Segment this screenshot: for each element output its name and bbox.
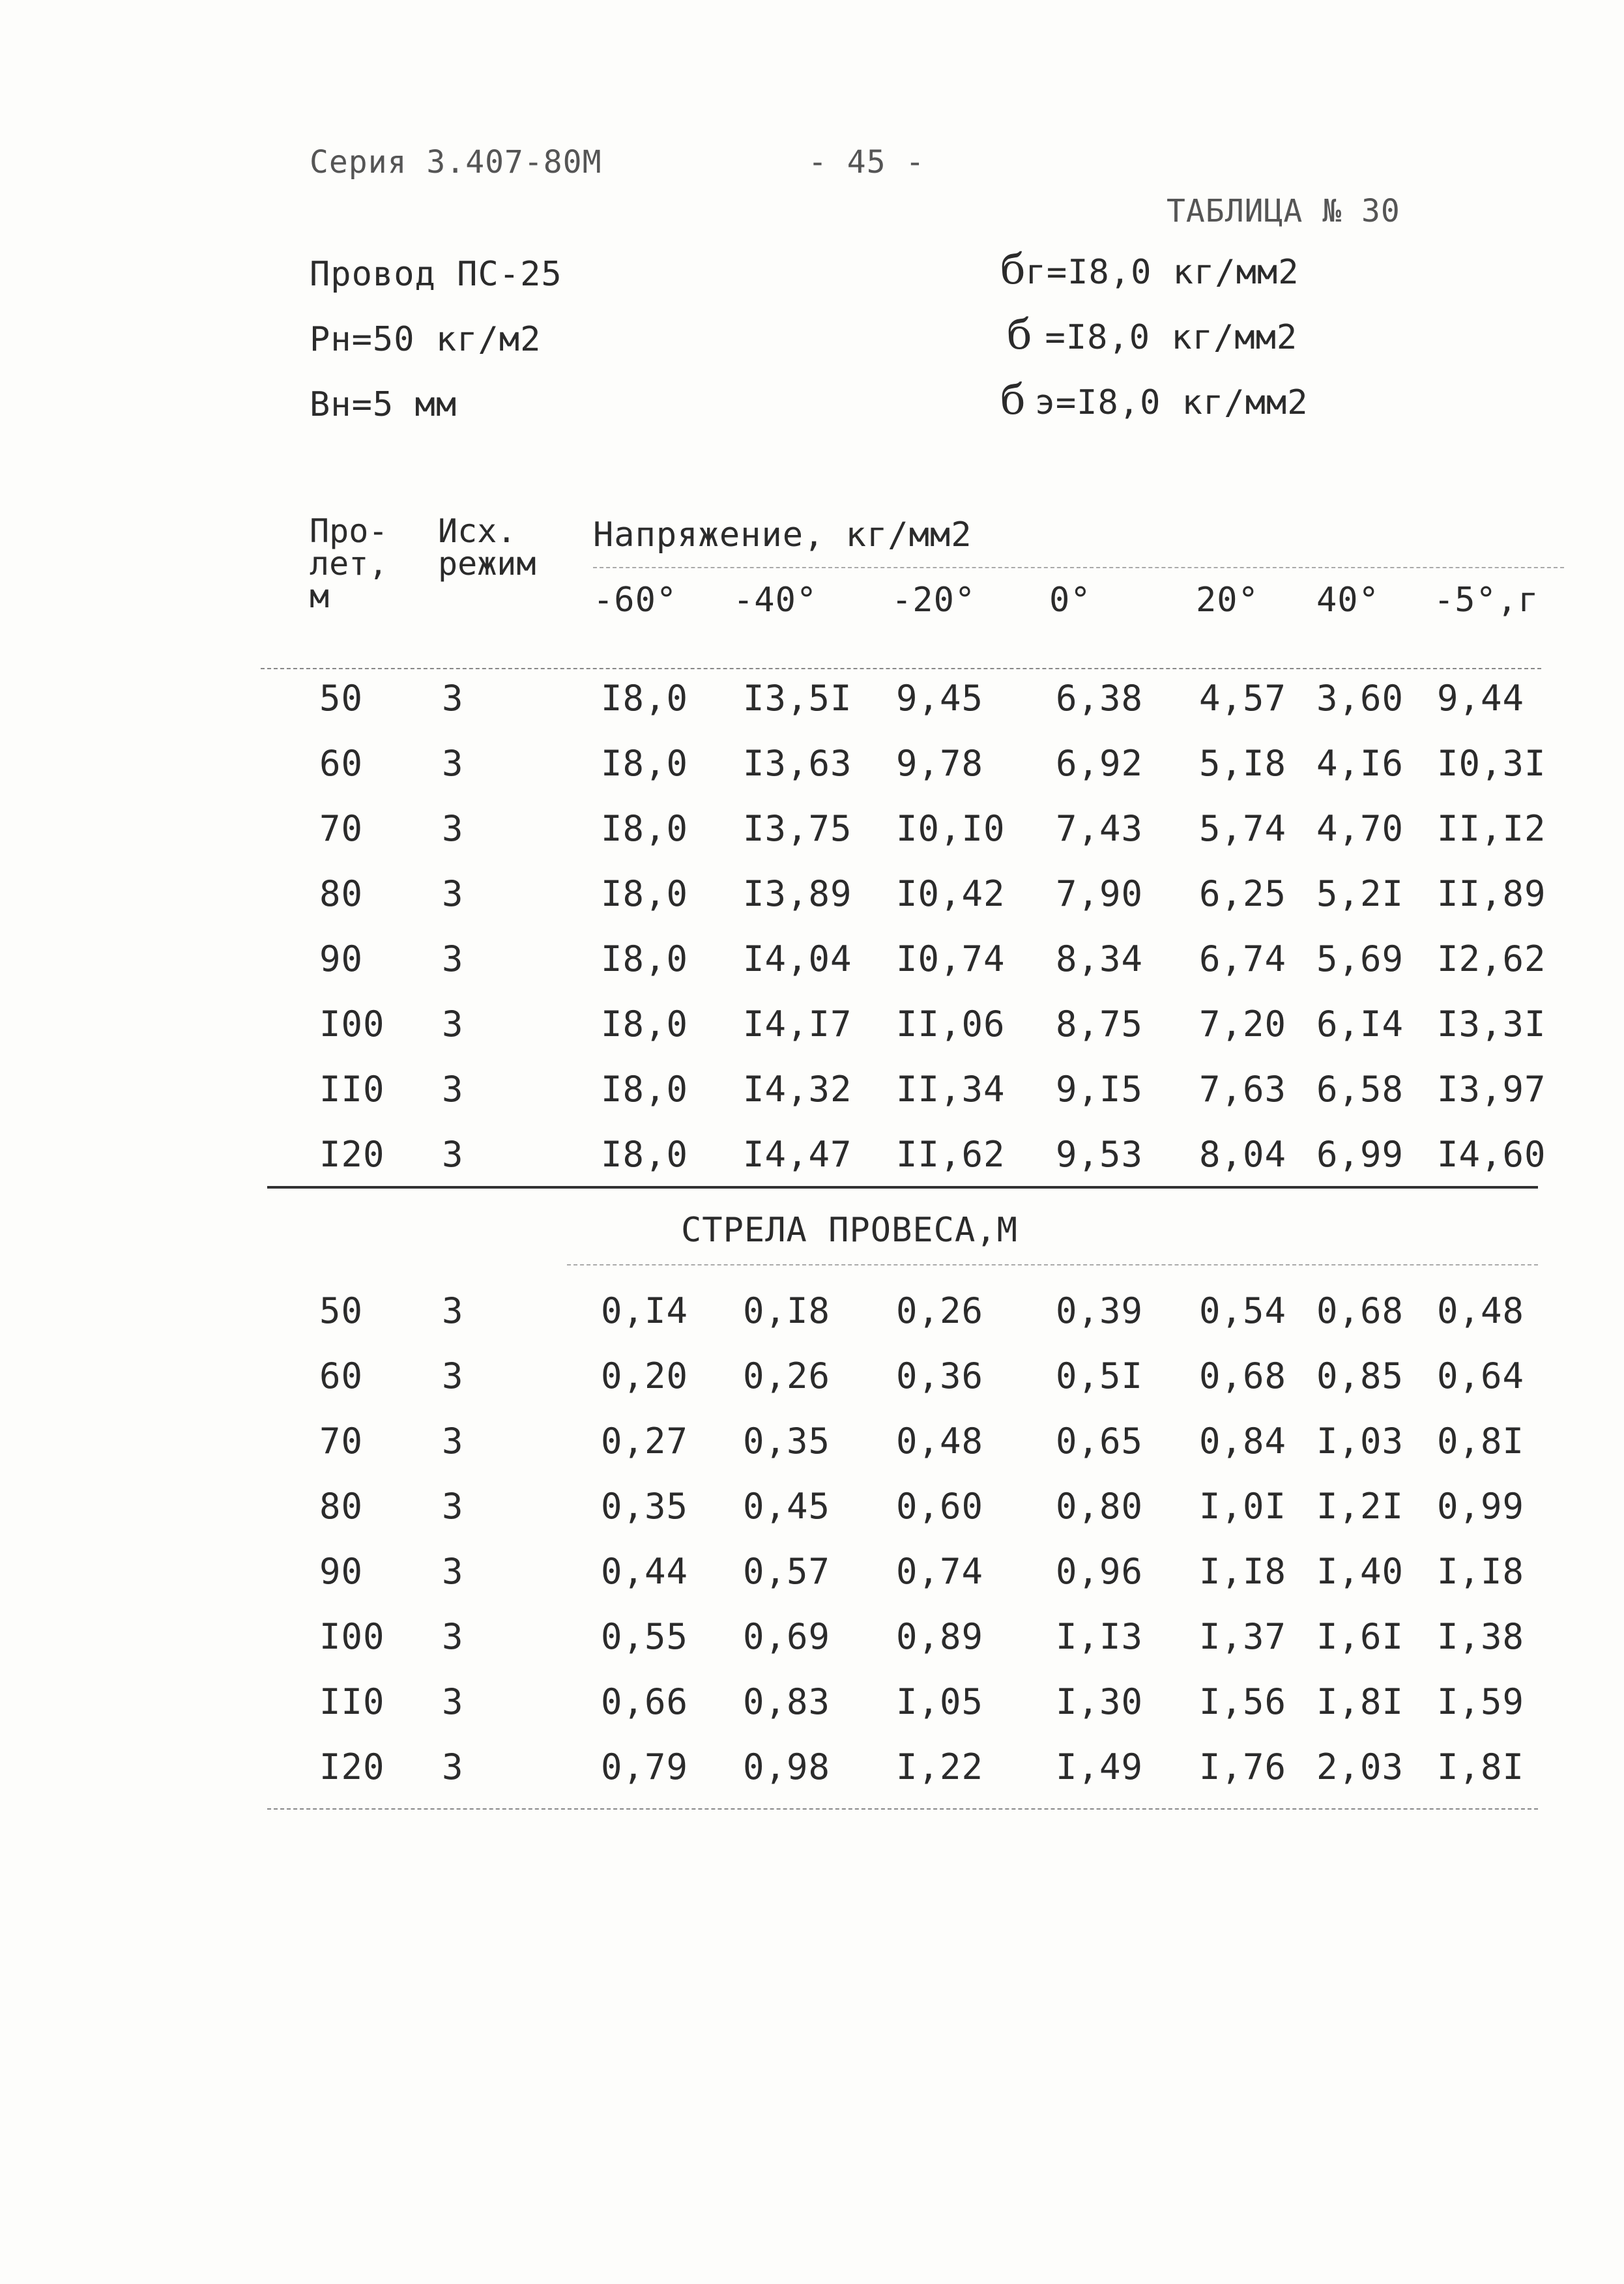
value-cell: 0,35	[743, 1421, 831, 1462]
value-cell: I,56	[1199, 1681, 1287, 1722]
temperature-header: 20°	[1196, 581, 1259, 620]
value-cell: I4,I7	[743, 1004, 852, 1045]
wire-type: Провод ПС-25	[310, 255, 562, 294]
value-cell: I3,3I	[1437, 1004, 1546, 1045]
value-cell: 0,20	[601, 1355, 689, 1396]
value-cell: I3,63	[743, 743, 852, 784]
value-cell: 9,53	[1056, 1134, 1144, 1175]
mode-cell: 3	[442, 1486, 464, 1527]
value-cell: I8,0	[601, 1069, 689, 1110]
value-cell: 0,39	[1056, 1290, 1144, 1331]
value-cell: 0,68	[1199, 1355, 1287, 1396]
mode-cell: 3	[442, 1551, 464, 1592]
value-cell: I0,74	[896, 938, 1006, 979]
value-cell: I8,0	[601, 938, 689, 979]
value-cell: I8,0	[601, 808, 689, 849]
value-cell: 6,58	[1316, 1069, 1404, 1110]
sigma-symbol: б	[1000, 376, 1026, 424]
value-cell: 9,45	[896, 678, 984, 719]
series-label: Серия 3.407-80М	[310, 144, 602, 181]
value-cell: I,8I	[1316, 1681, 1404, 1722]
value-cell: 6,74	[1199, 938, 1287, 979]
sigma-e-value: э=I8,0 кг/мм2	[1034, 383, 1309, 422]
table-number: ТАБЛИЦА № 30	[1167, 193, 1400, 229]
span-cell: I20	[319, 1134, 385, 1175]
span-cell: II0	[319, 1681, 385, 1722]
mode-cell: 3	[442, 1421, 464, 1462]
mode-cell: 3	[442, 1746, 464, 1787]
value-cell: I,40	[1316, 1551, 1404, 1592]
span-cell: I00	[319, 1004, 385, 1045]
value-cell: 0,27	[601, 1421, 689, 1462]
value-cell: 0,89	[896, 1616, 984, 1657]
value-cell: 6,92	[1056, 743, 1144, 784]
value-cell: I,37	[1199, 1616, 1287, 1657]
value-cell: 0,5I	[1056, 1355, 1144, 1396]
value-cell: I,03	[1316, 1421, 1404, 1462]
value-cell: 0,85	[1316, 1355, 1404, 1396]
value-cell: I2,62	[1437, 938, 1546, 979]
value-cell: 0,69	[743, 1616, 831, 1657]
span-cell: 60	[319, 743, 364, 784]
value-cell: 0,54	[1199, 1290, 1287, 1331]
value-cell: I,6I	[1316, 1616, 1404, 1657]
value-cell: 7,43	[1056, 808, 1144, 849]
value-cell: 4,70	[1316, 808, 1404, 849]
value-cell: 0,98	[743, 1746, 831, 1787]
mode-cell: 3	[442, 1355, 464, 1396]
value-cell: I,38	[1437, 1616, 1525, 1657]
value-cell: 3,60	[1316, 678, 1404, 719]
page-number: - 45 -	[808, 144, 925, 181]
value-cell: I,2I	[1316, 1486, 1404, 1527]
value-cell: 0,48	[896, 1421, 984, 1462]
sigma-minus-line	[1007, 311, 1298, 359]
value-cell: 6,99	[1316, 1134, 1404, 1175]
span-cell: 70	[319, 1421, 364, 1462]
value-cell: II,34	[896, 1069, 1006, 1110]
sigma-minus-value: =I8,0 кг/мм2	[1045, 318, 1298, 357]
stress-bottom-rule	[267, 1186, 1538, 1189]
value-cell: I,I8	[1437, 1551, 1525, 1592]
sag-title: СТРЕЛА ПРОВЕСА,М	[681, 1211, 1018, 1250]
value-cell: 0,64	[1437, 1355, 1525, 1396]
temperature-header: 0°	[1049, 581, 1092, 620]
value-cell: 6,I4	[1316, 1004, 1404, 1045]
value-cell: 0,96	[1056, 1551, 1144, 1592]
value-cell: 0,66	[601, 1681, 689, 1722]
value-cell: 0,26	[896, 1290, 984, 1331]
value-cell: 0,79	[601, 1746, 689, 1787]
span-cell: 80	[319, 873, 364, 914]
value-cell: 8,34	[1056, 938, 1144, 979]
sigma-e-line	[1000, 376, 1309, 424]
mode-cell: 3	[442, 1681, 464, 1722]
span-cell: 50	[319, 1290, 364, 1331]
value-cell: I8,0	[601, 678, 689, 719]
value-cell: 6,38	[1056, 678, 1144, 719]
value-cell: I,05	[896, 1681, 984, 1722]
value-cell: I8,0	[601, 1004, 689, 1045]
temperature-header: 40°	[1316, 581, 1380, 620]
value-cell: 9,78	[896, 743, 984, 784]
value-cell: 0,35	[601, 1486, 689, 1527]
value-cell: 8,75	[1056, 1004, 1144, 1045]
mode-cell: 3	[442, 678, 464, 719]
value-cell: 5,69	[1316, 938, 1404, 979]
pressure-param: Рн=50 кг/м2	[310, 320, 542, 359]
value-cell: 0,44	[601, 1551, 689, 1592]
value-cell: 2,03	[1316, 1746, 1404, 1787]
value-cell: I,0I	[1199, 1486, 1287, 1527]
value-cell: I3,89	[743, 873, 852, 914]
value-cell: 4,57	[1199, 678, 1287, 719]
value-cell: 7,63	[1199, 1069, 1287, 1110]
value-cell: I8,0	[601, 873, 689, 914]
value-cell: 0,57	[743, 1551, 831, 1592]
value-cell: 0,60	[896, 1486, 984, 1527]
value-cell: I,I3	[1056, 1616, 1144, 1657]
sigma-g-value: г=I8,0 кг/мм2	[1025, 253, 1299, 292]
value-cell: 5,2I	[1316, 873, 1404, 914]
mode-cell: 3	[442, 1004, 464, 1045]
value-cell: 0,84	[1199, 1421, 1287, 1462]
temperature-header: -40°	[733, 581, 818, 620]
value-cell: 5,I8	[1199, 743, 1287, 784]
value-cell: 4,I6	[1316, 743, 1404, 784]
value-cell: I,30	[1056, 1681, 1144, 1722]
sigma-g-line	[1000, 246, 1299, 294]
sigma-symbol: б	[1007, 311, 1032, 359]
header-divider	[261, 668, 1541, 669]
span-cell: 90	[319, 938, 364, 979]
span-cell: 60	[319, 1355, 364, 1396]
span-cell: 50	[319, 678, 364, 719]
mode-cell: 3	[442, 1616, 464, 1657]
value-cell: 0,55	[601, 1616, 689, 1657]
value-cell: 7,90	[1056, 873, 1144, 914]
value-cell: I,59	[1437, 1681, 1525, 1722]
stress-title: Напряжение, кг/мм2	[593, 515, 972, 555]
span-cell: II0	[319, 1069, 385, 1110]
value-cell: II,89	[1437, 873, 1546, 914]
mode-cell: 3	[442, 1069, 464, 1110]
temperature-header: -60°	[593, 581, 678, 620]
value-cell: 0,74	[896, 1551, 984, 1592]
value-cell: 0,80	[1056, 1486, 1144, 1527]
value-cell: 0,45	[743, 1486, 831, 1527]
value-cell: 0,68	[1316, 1290, 1404, 1331]
value-cell: 9,I5	[1056, 1069, 1144, 1110]
span-cell: I20	[319, 1746, 385, 1787]
value-cell: I,49	[1056, 1746, 1144, 1787]
mode-cell: 3	[442, 1290, 464, 1331]
value-cell: 0,26	[743, 1355, 831, 1396]
value-cell: 0,83	[743, 1681, 831, 1722]
stress-title-underline	[593, 567, 1564, 568]
value-cell: I,I8	[1199, 1551, 1287, 1592]
value-cell: I,8I	[1437, 1746, 1525, 1787]
value-cell: 0,65	[1056, 1421, 1144, 1462]
mode-cell: 3	[442, 743, 464, 784]
table-bottom-rule	[267, 1808, 1538, 1810]
value-cell: I3,75	[743, 808, 852, 849]
value-cell: II,62	[896, 1134, 1006, 1175]
column-header-span: Про- лет, м	[310, 512, 388, 615]
value-cell: 0,I4	[601, 1290, 689, 1331]
value-cell: I4,04	[743, 938, 852, 979]
value-cell: I3,97	[1437, 1069, 1546, 1110]
value-cell: 6,25	[1199, 873, 1287, 914]
value-cell: I0,42	[896, 873, 1006, 914]
value-cell: 7,20	[1199, 1004, 1287, 1045]
sag-title-underline	[567, 1264, 1538, 1265]
value-cell: II,06	[896, 1004, 1006, 1045]
temperature-header: -5°,г	[1434, 581, 1539, 620]
value-cell: 5,74	[1199, 808, 1287, 849]
value-cell: I4,32	[743, 1069, 852, 1110]
value-cell: I0,3I	[1437, 743, 1546, 784]
value-cell: I4,47	[743, 1134, 852, 1175]
value-cell: II,I2	[1437, 808, 1546, 849]
value-cell: I0,I0	[896, 808, 1006, 849]
column-header-mode: Исх. режим	[438, 512, 536, 583]
span-cell: 90	[319, 1551, 364, 1592]
value-cell: 8,04	[1199, 1134, 1287, 1175]
value-cell: I8,0	[601, 1134, 689, 1175]
ice-thickness-param: Вн=5 мм	[310, 385, 457, 424]
value-cell: I,22	[896, 1746, 984, 1787]
value-cell: 0,8I	[1437, 1421, 1525, 1462]
mode-cell: 3	[442, 808, 464, 849]
sigma-symbol: б	[1000, 246, 1026, 294]
value-cell: 0,I8	[743, 1290, 831, 1331]
value-cell: I8,0	[601, 743, 689, 784]
span-cell: I00	[319, 1616, 385, 1657]
span-cell: 80	[319, 1486, 364, 1527]
value-cell: I,76	[1199, 1746, 1287, 1787]
value-cell: 0,48	[1437, 1290, 1525, 1331]
mode-cell: 3	[442, 873, 464, 914]
value-cell: I3,5I	[743, 678, 852, 719]
value-cell: 0,36	[896, 1355, 984, 1396]
temperature-header: -20°	[892, 581, 976, 620]
value-cell: 0,99	[1437, 1486, 1525, 1527]
mode-cell: 3	[442, 938, 464, 979]
value-cell: 9,44	[1437, 678, 1525, 719]
mode-cell: 3	[442, 1134, 464, 1175]
span-cell: 70	[319, 808, 364, 849]
value-cell: I4,60	[1437, 1134, 1546, 1175]
